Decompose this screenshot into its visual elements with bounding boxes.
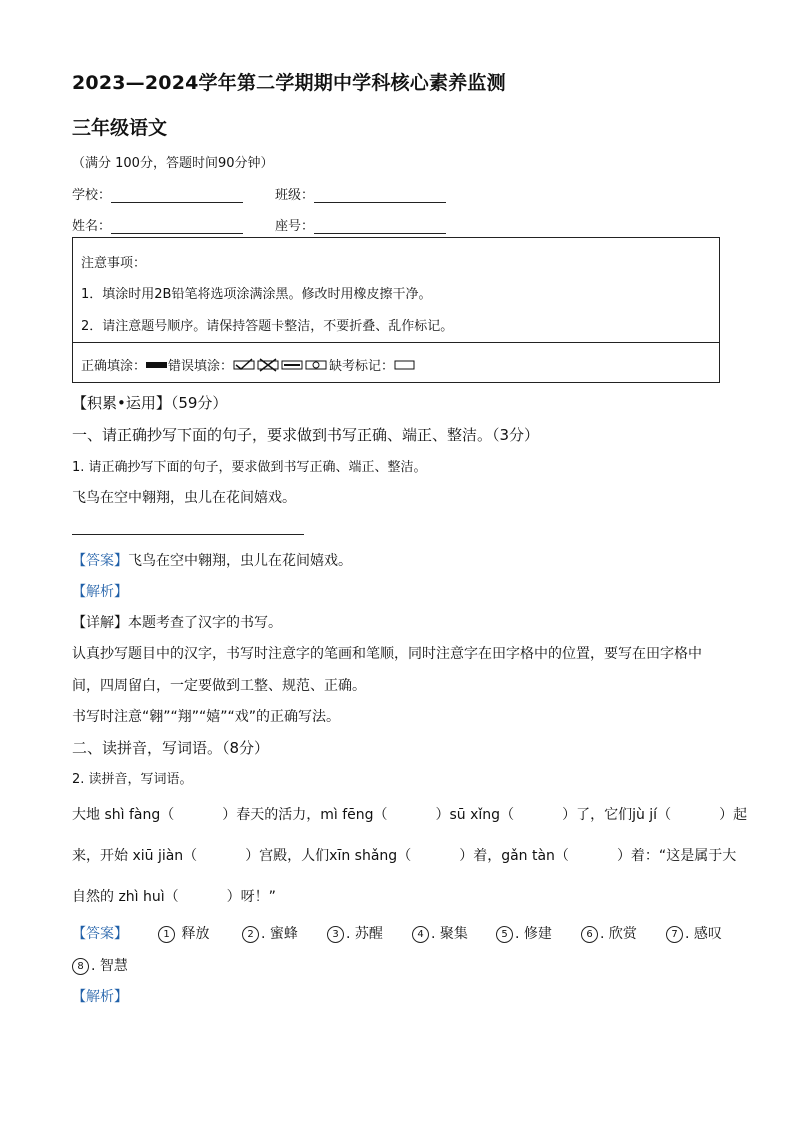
wrong-fill-label: 错误填涂： xyxy=(168,359,234,374)
pinyin-zhihui: 自然的 zhì huì（ xyxy=(72,889,179,905)
answer-num-1: 1 xyxy=(158,926,175,943)
answer-item-6: 6 . 欣赏 xyxy=(581,923,637,943)
page-subtitle: 三年级语文 xyxy=(72,117,168,139)
exam-info: （满分 100分，答题时间90分钟） xyxy=(72,156,274,171)
answer-item-8: 8 . 智慧 xyxy=(72,955,128,975)
section-1-heading: 一、请正确抄写下面的句子，要求做到书写正确、端正、整洁。（3分） xyxy=(72,426,540,444)
pinyin-line-3 xyxy=(72,886,276,906)
answer-num-8: 8 xyxy=(72,958,89,975)
detail-tag: 【详解】 xyxy=(72,615,128,631)
correct-fill-label: 正确填涂： xyxy=(81,359,147,374)
answer-item-5: 5 . 修建 xyxy=(496,923,552,943)
school-field xyxy=(72,184,243,203)
answer-num-2: 2 xyxy=(242,926,259,943)
wrong-fill-marks xyxy=(233,358,329,376)
answer-num-5: 5 xyxy=(496,926,513,943)
answer-word-4: 聚集 xyxy=(439,926,468,942)
answer-item-1 xyxy=(158,923,209,943)
class-label: 班级： xyxy=(275,188,315,203)
part-header: 【积累•运用】（59分） xyxy=(72,394,228,412)
detail-row xyxy=(72,612,282,632)
answer-1-row xyxy=(72,550,352,570)
section-2-heading: 二、读拼音，写词语。（8分） xyxy=(72,739,270,757)
answer-word-3: 苏醒 xyxy=(354,926,383,942)
answer-1-text: 飞鸟在空中翱翔，虫儿在花间嬉戏。 xyxy=(128,553,352,569)
seat-field xyxy=(275,215,446,234)
answer-tag: 【答案】 xyxy=(72,553,128,569)
answer-item-7: 7 . 感叹 xyxy=(666,923,722,943)
absent-mark-label: 缺考标记： xyxy=(329,359,395,374)
answer-word-2: 蜜蜂 xyxy=(269,926,298,942)
school-input-line[interactable] xyxy=(111,188,243,203)
answer-word-6: 欣赏 xyxy=(608,926,637,942)
detail-text: 本题考查了汉字的书写。 xyxy=(128,615,282,631)
seat-input-line[interactable] xyxy=(314,219,446,234)
pinyin-line-1-end: ）起 xyxy=(719,807,748,823)
pinyin-shifang: 大地 shì fàng（ xyxy=(72,807,175,823)
name-field xyxy=(72,215,243,234)
answer-word-7: 感叹 xyxy=(693,926,722,942)
page-title: 2023—2024学年第二学期期中学科核心素养监测 xyxy=(72,72,506,94)
correct-fill-mark xyxy=(146,359,168,374)
answer-word-8: 智慧 xyxy=(99,958,128,974)
detail-paragraph-line-1: 认真抄写题目中的汉字，书写时注意字的笔画和笔顺，同时注意字在田字格中的位置，要写在田字格中 xyxy=(72,646,702,662)
pinyin-suxing: ）sū xǐng（ xyxy=(435,807,515,823)
pinyin-line-2 xyxy=(72,845,736,865)
copy-sentence: 飞鸟在空中翱翔，虫儿在花间嬉戏。 xyxy=(72,490,296,506)
name-input-line[interactable] xyxy=(111,219,243,234)
answer-tag-2: 【答案】 xyxy=(72,926,128,942)
detail-paragraph-line-2: 间，四周留白，一定要做到工整、规范、正确。 xyxy=(72,678,366,694)
pinyin-xinshang: ）宫殿，人们xīn shǎng（ xyxy=(245,848,412,864)
pinyin-mifeng: ）春天的活力，mì fēng（ xyxy=(222,807,388,823)
analysis-tag-1: 【解析】 xyxy=(72,584,128,600)
notice-item-1: 1．填涂时用2B铅笔将选项涂满涂黑。修改时用橡皮擦干净。 xyxy=(81,287,432,302)
analysis-tag-2: 【解析】 xyxy=(72,989,128,1005)
seat-label: 座号： xyxy=(275,219,315,234)
notice-heading: 注意事项： xyxy=(81,256,147,271)
answer-item-2: 2 . 蜜蜂 xyxy=(242,923,298,943)
pinyin-gantan: ）着，gǎn tàn（ xyxy=(459,848,569,864)
notice-divider xyxy=(73,342,719,343)
answer-word-5: 修建 xyxy=(523,926,552,942)
fill-example-row xyxy=(81,355,416,376)
absent-mark-box xyxy=(394,359,416,375)
answer-item-3: 3 . 苏醒 xyxy=(327,923,383,943)
notice-item-2: 2．请注意题号顺序。请保持答题卡整洁，不要折叠、乱作标记。 xyxy=(81,319,454,334)
class-input-line[interactable] xyxy=(314,188,446,203)
pinyin-juji: ）了，它们jù jí（ xyxy=(562,807,672,823)
answer-num-4: 4 xyxy=(412,926,429,943)
question-2: 2. 读拼音，写词语。 xyxy=(72,772,193,787)
question-1: 1. 请正确抄写下面的句子，要求做到书写正确、端正、整洁。 xyxy=(72,460,427,475)
pinyin-xiujian: 来，开始 xiū jiàn（ xyxy=(72,848,198,864)
answer-num-7: 7 xyxy=(666,926,683,943)
answer-num-6: 6 xyxy=(581,926,598,943)
answer-word-1: 释放 xyxy=(181,926,210,942)
notice-box xyxy=(72,237,720,383)
pinyin-line-1 xyxy=(72,804,747,824)
detail-paragraph-2: 书写时注意“翱”“翔”“嬉”“戏”的正确写法。 xyxy=(72,709,341,725)
answer-item-4: 4 . 聚集 xyxy=(412,923,468,943)
pinyin-line-3-end: ）呀！” xyxy=(226,889,276,905)
school-label: 学校： xyxy=(72,188,112,203)
pinyin-line-2-end: ）着：“这是属于大 xyxy=(616,848,737,864)
answer-num-3: 3 xyxy=(327,926,344,943)
class-field xyxy=(275,184,446,203)
name-label: 姓名： xyxy=(72,219,112,234)
answer-write-line[interactable] xyxy=(72,534,304,535)
